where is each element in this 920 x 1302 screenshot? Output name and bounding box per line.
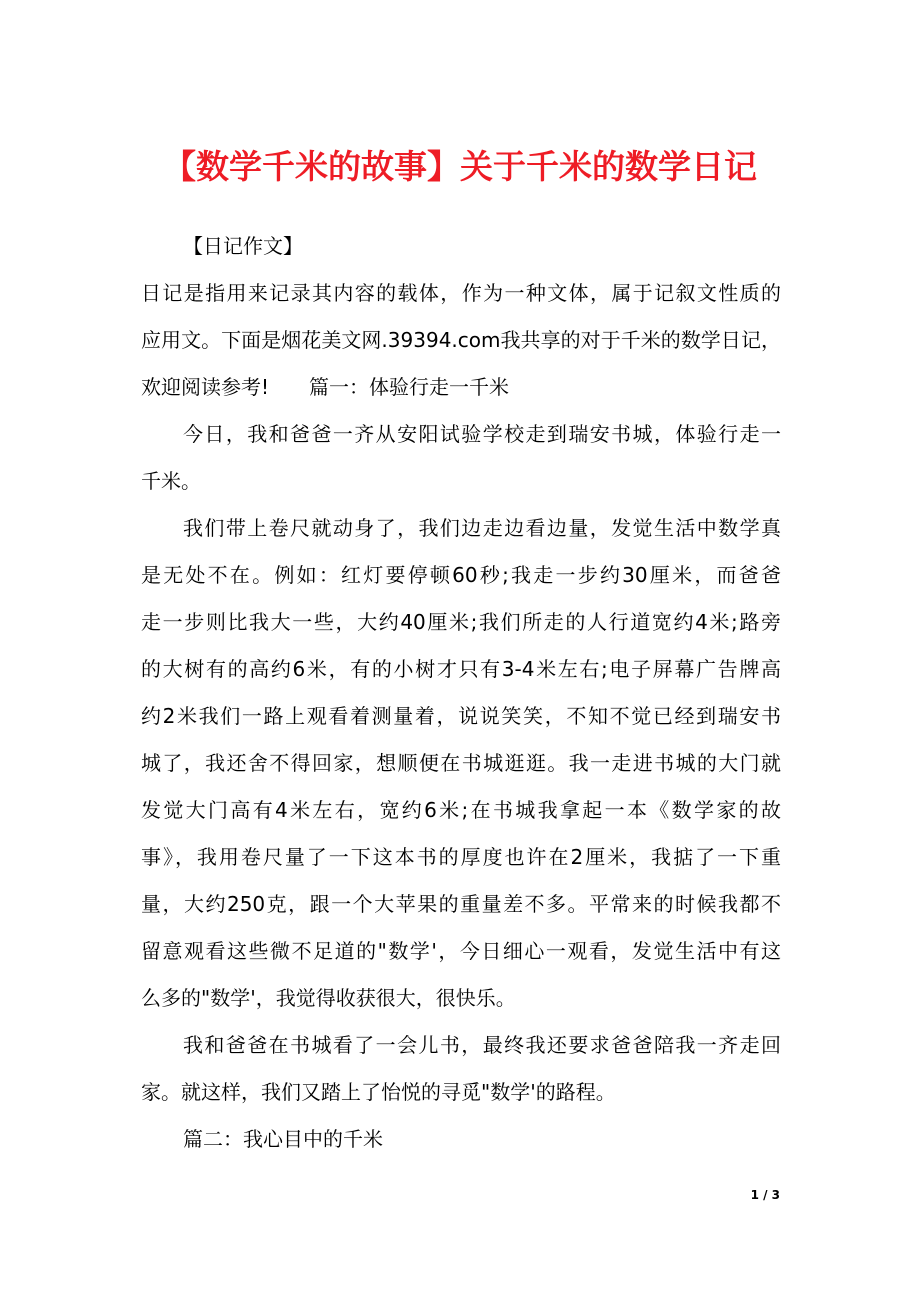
paragraph-line: 量，大约250克，跟一个大苹果的重量差不多。平常来的时候我都不 xyxy=(141,892,781,916)
paragraph-line: 事》，我用卷尺量了一下这本书的厚度也许在2厘米，我掂了一下重 xyxy=(141,845,781,869)
paragraph-line: 走一步则比我大一些，大约40厘米;我们所走的人行道宽约4米;路旁 xyxy=(141,610,781,634)
intro-last-line xyxy=(141,364,781,411)
paragraph-line: 是无处不在。例如：红灯要停顿60秒;我走一步约30厘米，而爸爸 xyxy=(141,563,781,587)
section-1-heading: 篇一：体验行走一千米 xyxy=(309,375,510,399)
intro-line: 日记是指用来记录其内容的载体，作为一种文体，属于记叙文性质的 xyxy=(141,281,781,305)
paragraph-line: 今日，我和爸爸一齐从安阳试验学校走到瑞安书城，体验行走一 xyxy=(183,422,781,446)
paragraph-line: 家。就这样，我们又踏上了怡悦的寻觅"数学'的路程。 xyxy=(141,1080,616,1104)
section-2-heading: 篇二：我心目中的千米 xyxy=(183,1127,383,1151)
paragraph-line: 发觉大门高有4米左右，宽约6米;在书城我拿起一本《数学家的故 xyxy=(141,798,781,822)
category-tag: 【日记作文】 xyxy=(183,234,303,258)
document-body xyxy=(141,223,781,1163)
paragraph-line: 约2米我们一路上观看着测量着，说说笑笑，不知不觉已经到瑞安书 xyxy=(141,704,781,728)
paragraph-line: 千米。 xyxy=(141,469,201,493)
paragraph-line: 留意观看这些微不足道的"数学'，今日细心一观看，发觉生活中有这 xyxy=(141,939,781,963)
intro-line: 应用文。下面是烟花美文网.39394.com我共享的对于千米的数学日记， xyxy=(141,328,781,352)
paragraph-line: 的大树有的高约6米，有的小树才只有3-4米左右;电子屏幕广告牌高 xyxy=(141,657,781,681)
paragraph-line: 我们带上卷尺就动身了，我们边走边看边量，发觉生活中数学真 xyxy=(183,516,781,540)
document-title: 【数学千米的故事】关于千米的数学日记 xyxy=(163,147,757,186)
paragraph-line: 么多的"数学'，我觉得收获很大，很快乐。 xyxy=(141,986,516,1010)
paragraph-line: 城了，我还舍不得回家，想顺便在书城逛逛。我一走进书城的大门就 xyxy=(141,751,781,775)
paragraph-line: 我和爸爸在书城看了一会儿书，最终我还要求爸爸陪我一齐走回 xyxy=(183,1033,781,1057)
page-number: 1 / 3 xyxy=(750,1188,780,1202)
intro-closing-text: 欢迎阅读参考! xyxy=(141,375,270,399)
